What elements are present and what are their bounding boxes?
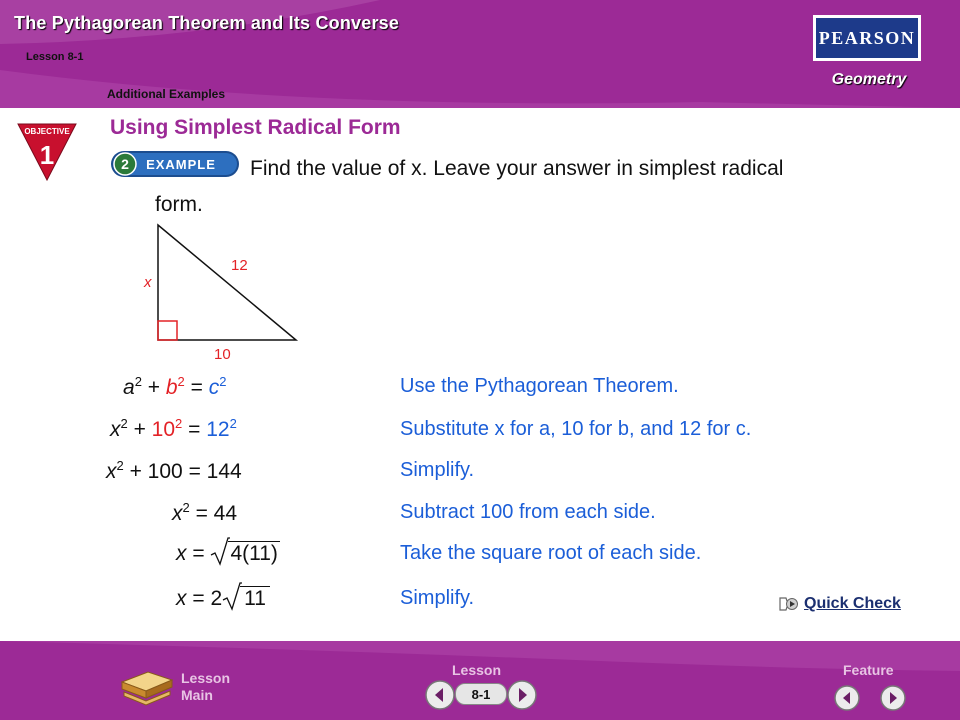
lesson-main-book-icon[interactable] — [118, 664, 176, 708]
eq1-exp-c: 2 — [219, 374, 227, 389]
quick-check-icon — [777, 593, 799, 615]
eq3-rhs: = 144 — [188, 460, 242, 483]
eq2-exp-ten: 2 — [175, 416, 183, 431]
equation-4 — [172, 502, 237, 526]
pearson-logo: PEARSON — [813, 15, 921, 61]
eq1-b: b — [165, 376, 178, 399]
right-angle-marker — [158, 321, 177, 340]
eq2-ten: 10 — [151, 418, 176, 441]
step-6-explanation: Simplify. — [400, 587, 475, 609]
objective-number: 1 — [39, 140, 55, 170]
lesson-next-button[interactable] — [506, 679, 538, 711]
lesson-previous-button[interactable] — [424, 679, 456, 711]
eq6-equals: = 2 — [192, 587, 223, 610]
lesson-main-label[interactable] — [181, 670, 230, 704]
hypotenuse-label: 12 — [231, 257, 248, 274]
equation-1: $a^2 + b^2 = c^2$ — [123, 374, 227, 399]
lesson-main-line2: Main — [181, 687, 213, 703]
example-number: 2 — [121, 156, 129, 172]
section-label: Additional Examples — [107, 87, 226, 101]
equation-5 — [176, 542, 280, 566]
step-2-explanation: Substitute x for a, 10 for b, and 12 for c. — [400, 418, 752, 440]
leg-vertical-label: x — [144, 274, 152, 291]
example-badge — [109, 148, 241, 180]
feature-next-button[interactable] — [879, 684, 907, 712]
eq2-x: x — [110, 418, 121, 441]
eq1-a: a — [123, 376, 135, 399]
lesson-main-line1: Lesson — [181, 670, 231, 686]
eq6-radicand: 11 — [240, 586, 270, 610]
example-label: EXAMPLE — [146, 157, 216, 172]
eq1-exp-b: 2 — [177, 374, 185, 389]
step-3-explanation: Simplify. — [400, 459, 475, 481]
triangle-shape — [158, 225, 296, 340]
page-title: The Pythagorean Theorem and Its Converse — [14, 13, 400, 33]
problem-text-line2: form. — [155, 193, 203, 216]
leg-horizontal-label: 10 — [214, 346, 231, 363]
step-5-explanation: Take the square root of each side. — [400, 542, 702, 564]
equation-2: $x^2 + 10^2 = 12^2$ — [110, 416, 237, 441]
equation-3 — [106, 460, 242, 484]
step-4-explanation: Subtract 100 from each side. — [400, 501, 656, 523]
example-title: Using Simplest Radical Form — [110, 116, 401, 139]
right-triangle-diagram — [130, 218, 310, 363]
eq2-exp-twelve: 2 — [229, 416, 237, 431]
lesson-number: 8-1 — [455, 683, 507, 705]
eq4-rhs: = 44 — [195, 502, 238, 525]
feature-previous-button[interactable] — [833, 684, 861, 712]
problem-text-line1: Find the value of x. Leave your answer in simplest radical — [250, 157, 784, 180]
quick-check-label[interactable]: Quick Check — [804, 595, 901, 612]
eq3-hundred: + 100 — [129, 460, 183, 483]
eq3-exp: 2 — [116, 458, 124, 473]
eq5-radicand: 4(11) — [230, 542, 278, 565]
eq4-exp: 2 — [182, 500, 190, 515]
objective-badge — [16, 118, 78, 184]
eq2-exp-x: 2 — [120, 416, 128, 431]
eq2-twelve: 12 — [206, 418, 230, 441]
eq5-equals: = — [192, 542, 205, 565]
subject-label: Geometry — [831, 71, 907, 88]
objective-label: OBJECTIVE — [24, 127, 70, 136]
feature-nav-label: Feature — [843, 662, 894, 678]
step-1-explanation: Use the Pythagorean Theorem. — [400, 375, 679, 397]
lesson-label: Lesson 8-1 — [26, 51, 84, 63]
eq4-x: x — [172, 502, 183, 525]
eq3-x: x — [106, 460, 117, 483]
eq5-x: x — [176, 542, 187, 565]
lesson-nav-label: Lesson — [452, 662, 502, 678]
eq1-c: c — [208, 376, 220, 399]
equation-6 — [176, 587, 270, 611]
quick-check-link[interactable] — [777, 593, 901, 615]
eq1-exp-a: 2 — [134, 374, 142, 389]
eq6-x: x — [176, 587, 187, 610]
